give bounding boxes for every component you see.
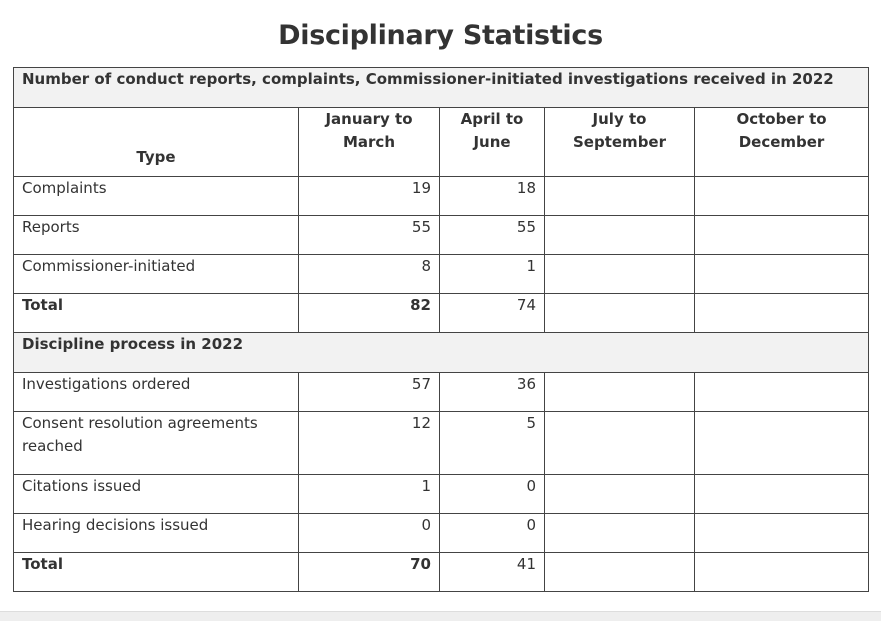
total-row	[14, 294, 869, 333]
cell-q2: 0	[440, 475, 545, 514]
row-label: Reports	[14, 216, 299, 255]
table-row	[14, 216, 869, 255]
row-label: Investigations ordered	[14, 373, 299, 412]
disciplinary-statistics-table	[13, 67, 869, 592]
column-header-q4: October to December	[695, 108, 869, 177]
cell-q4	[695, 255, 869, 294]
cell-q4	[695, 553, 869, 592]
total-row	[14, 553, 869, 592]
cell-q1: 8	[299, 255, 440, 294]
cell-q2: 5	[440, 412, 545, 475]
cell-q1: 1	[299, 475, 440, 514]
cell-q2: 1	[440, 255, 545, 294]
cell-q4	[695, 177, 869, 216]
cell-q1: 57	[299, 373, 440, 412]
cell-q1: 19	[299, 177, 440, 216]
cell-q1: 12	[299, 412, 440, 475]
cell-q4	[695, 216, 869, 255]
cell-q3	[545, 412, 695, 475]
row-label-total: Total	[14, 553, 299, 592]
section-header-row	[14, 68, 869, 108]
cell-q4	[695, 514, 869, 553]
section-header-row	[14, 333, 869, 373]
table-row	[14, 177, 869, 216]
cell-q2: 74	[440, 294, 545, 333]
cell-q4	[695, 294, 869, 333]
table-row	[14, 514, 869, 553]
column-header-q3: July to September	[545, 108, 695, 177]
table-row	[14, 412, 869, 475]
column-header-type: Type	[14, 108, 299, 177]
cell-q4	[695, 373, 869, 412]
cell-q2: 41	[440, 553, 545, 592]
cell-q2: 36	[440, 373, 545, 412]
cell-q3	[545, 177, 695, 216]
cell-q1: 82	[299, 294, 440, 333]
cell-q3	[545, 475, 695, 514]
cell-q4	[695, 475, 869, 514]
section-heading-conduct-reports: Number of conduct reports, complaints, Commissioner-initiated investigations received in 2022	[14, 68, 869, 108]
table-row	[14, 373, 869, 412]
row-label: Commissioner-initiated	[14, 255, 299, 294]
cell-q2: 0	[440, 514, 545, 553]
column-header-row	[14, 108, 869, 177]
cell-q3	[545, 553, 695, 592]
table-row	[14, 475, 869, 514]
table-row	[14, 255, 869, 294]
row-label: Consent resolution agreements reached	[14, 412, 299, 475]
cell-q2: 18	[440, 177, 545, 216]
row-label: Complaints	[14, 177, 299, 216]
row-label-total: Total	[14, 294, 299, 333]
column-header-q2: April to June	[440, 108, 545, 177]
cell-q1: 70	[299, 553, 440, 592]
page-title: Disciplinary Statistics	[278, 20, 603, 51]
cell-q3	[545, 294, 695, 333]
cell-q3	[545, 373, 695, 412]
row-label: Hearing decisions issued	[14, 514, 299, 553]
cell-q1: 0	[299, 514, 440, 553]
cell-q1: 55	[299, 216, 440, 255]
cell-q4	[695, 412, 869, 475]
section-heading-discipline-process: Discipline process in 2022	[14, 333, 869, 373]
row-label: Citations issued	[14, 475, 299, 514]
column-header-q1: January to March	[299, 108, 440, 177]
cell-q3	[545, 514, 695, 553]
cell-q2: 55	[440, 216, 545, 255]
cell-q3	[545, 216, 695, 255]
vertical-scrollbar[interactable]	[881, 0, 889, 620]
cell-q3	[545, 255, 695, 294]
